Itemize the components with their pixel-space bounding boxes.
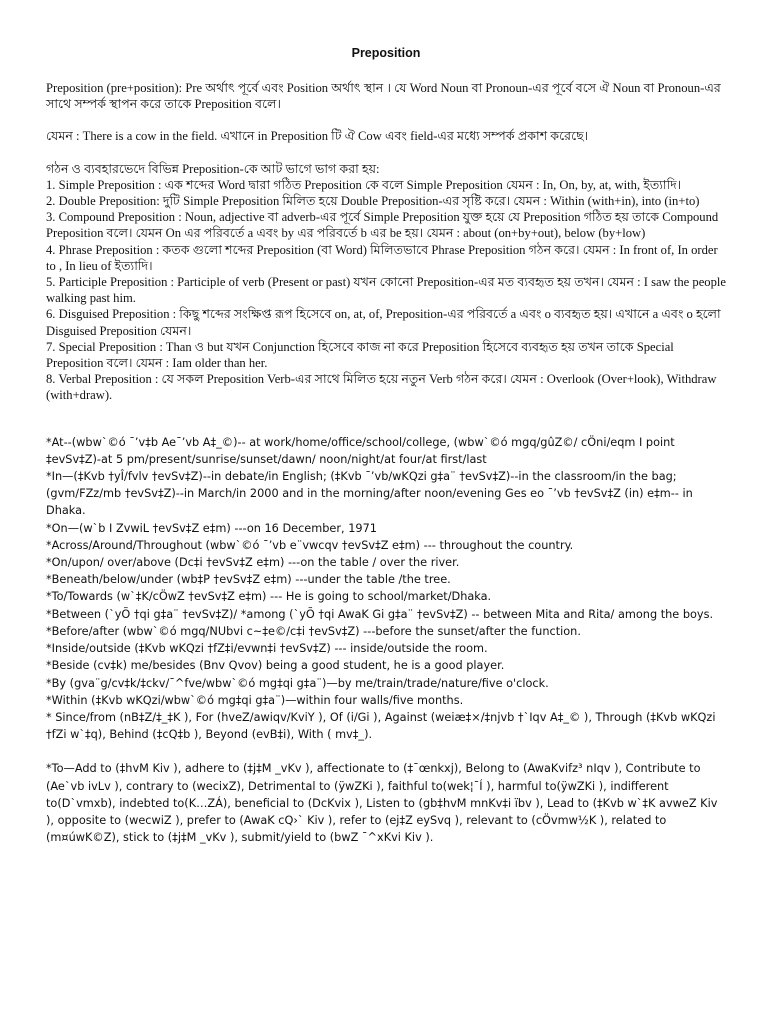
usage-item: *Before/after (wbw`©ó mgq/NUbvi c~‡e©/c‡i †evSv‡Z) ---before the sunset/after the function. bbox=[46, 624, 581, 638]
usage-item: * Since/from (nB‡Z/‡_‡K ), For (hveZ/awiqv/KviY ), Of (i/Gi ), Against (weiæ‡×/‡njvb †`Iqv A‡_© ), Through (‡Kvb wKQzi †fZi w`‡q), Behind (‡cQ‡b ), Beyond (evB‡i), With ( mv‡_). bbox=[46, 710, 716, 742]
usage-item: *By (gva¨g/cv‡k/‡ckv/¯^fve/wbw`©ó mg‡qi g‡a¨)—by me/train/trade/nature/five o'clock. bbox=[46, 676, 549, 690]
type-item: 5. Participle Preposition : Participle of verb (Present or past) যখন কোনো Preposition-এর মত ব্যবহৃত হয় তখন। যেমন : I saw the people walking past him. bbox=[46, 275, 726, 306]
type-item: 7. Special Preposition : Than ও but যখন Conjunction হিসেবে কাজ না করে Preposition হিসেবে ব্যবহৃত হয় তখন তাকে Special Preposition বলে। যেমন : Iam older than her. bbox=[46, 339, 674, 371]
types-heading: গঠন ও ব্যবহারভেদে বিভিন্ন Preposition-কে আট ভাগে ভাগ করা হয়: bbox=[46, 161, 380, 176]
definition-section bbox=[46, 80, 726, 404]
type-item: 2. Double Preposition: দুটি Simple Preposition মিলিত হয়ে Double Preposition-এর সৃষ্টি করে। যেমন : Within (with+in), into (in+to) bbox=[46, 194, 700, 209]
page-title: Preposition bbox=[351, 46, 421, 60]
usage-item: *On/upon/ over/above (Dc‡i †evSv‡Z e‡m) ---on the table / over the river. bbox=[46, 556, 460, 570]
usage-item: *Beneath/below/under (wb‡P †evSv‡Z e‡m) ---under the table /the tree. bbox=[46, 573, 451, 587]
usage-item: *At--(wbw`©ó ¯’v‡b Ae¯’vb A‡_©)-- at work/home/office/school/college, (wbw`©ó mgq/gûZ©/ cÖni/eqm I point ‡evSv‡Z)-at 5 pm/present/sunrise/sunset/dawn/ noon/night/at four/at first/last bbox=[46, 435, 675, 466]
example-paragraph: যেমন : There is a cow in the field. এখানে in Preposition টি ঐ Cow এবং field-এর মধ্যে সম্পর্ক প্রকাশ করেছে। bbox=[46, 129, 589, 144]
type-item: 1. Simple Preposition : এক শব্দের Word দ্বারা গঠিত Preposition কে বলে Simple Preposition যেমন : In, On, by, at, with, ইত্যাদি। bbox=[46, 177, 682, 192]
usage-item: *Inside/outside (‡Kvb wKQzi †fZ‡i/evwn‡i †evSv‡Z) --- inside/outside the room. bbox=[46, 642, 488, 656]
document-page bbox=[46, 46, 726, 846]
usage-item: *Across/Around/Throughout (wbw`©ó ¯’vb e¨vwcqv †evSv‡Z e‡m) --- throughout the country. bbox=[46, 538, 574, 552]
usage-item: *In—(‡Kvb †yÎ/fvlv †evSv‡Z)--in debate/in English; (‡Kvb ¯’vb/wKQzi g‡a¨ †evSv‡Z)--in the classroom/in the bag; (gvm/FZz/mb †evSv‡Z)--in March/in 2000 and in the morning/after noon/evening Ges eo ¯’vb †evSv‡Z (in) e‡m-- in Dhaka. bbox=[46, 470, 693, 518]
to-usage-section bbox=[46, 760, 726, 846]
usage-item: *Between (`yÕ †qi g‡a¨ †evSv‡Z)/ *among (`yÕ †qi AwaK Gi g‡a¨ †evSv‡Z) -- between Mita and Rita/ among the boys. bbox=[46, 607, 714, 621]
usage-item: *On—(w`b I ZvwiL †evSv‡Z e‡m) ---on 16 December, 1971 bbox=[46, 521, 377, 535]
usage-section bbox=[46, 434, 726, 744]
intro-paragraph: Preposition (pre+position): Pre অর্থাৎ পূর্বে এবং Position অর্থাৎ স্থান । যে Word Noun বা Pronoun-এর পূর্বে বসে ঐ Noun বা Pronoun-এর সাথে সম্পর্ক স্থাপন করে তাকে Preposition বলে। bbox=[46, 81, 721, 112]
type-item: 3. Compound Preposition : Noun, adjective বা adverb-এর পূর্বে Simple Preposition যুক্ত হয়ে যে Preposition গঠিত হয় তাকে Compound Preposition বলে। যেমন On এর পরিবর্তে a এবং by এর পরিবর্তে b এর be হয়। যেমন : about (on+by+out), below (by+low) bbox=[46, 210, 719, 241]
usage-item: *Within (‡Kvb wKQzi/wbw`©ó mg‡qi g‡a¨)—within four walls/five months. bbox=[46, 693, 464, 707]
to-usage-paragraph: *To—Add to (‡hvM Kiv ), adhere to (‡j‡M _vKv ), affectionate to (‡¯œnkxj), Belong to (AwaKvifz³ nIqv ), Contribute to (Ae`vb ivLv ), contrary to (wecixZ), Detrimental to (ÿwZKi ), faithful to(wek¦¯Í ), harmful to(ÿwZKi ), indifferent to(D`vmxb), indebted to(K…ZÁ), beneficial to (DcKvix ), Listen to (gb‡hvM mnKv‡i ïbv ), Lead to (‡Kvb w`‡K avweZ Kiv ), opposite to (wecwiZ ), prefer to (AwaK cQ›` Kiv ), refer to (ej‡Z eySvq ), relevant to (cÖvmw½K ), related to (m¤úwK©Z), stick to (‡j‡M _vKv ), submit/yield to (bwZ ¯^xKvi Kiv ). bbox=[46, 762, 718, 845]
type-item: 4. Phrase Preposition : কতক গুলো শব্দের Preposition (বা Word) মিলিতভাবে Phrase Preposition গঠন করে। যেমন : In front of, In order to , In lieu of ইত্যাদি। bbox=[46, 242, 718, 273]
type-item: 6. Disguised Preposition : কিছু শব্দের সংক্ষিপ্ত রূপ হিসেবে on, at, of, Preposition-এর পরিবর্তে a এবং o ব্যবহৃত হয়। এখানে a এবং o হলো Disguised Preposition যেমন। bbox=[46, 307, 721, 338]
usage-item: *Beside (cv‡k) me/besides (Bnv Qvov) being a good student, he is a good player. bbox=[46, 659, 505, 673]
type-item: 8. Verbal Preposition : যে সকল Preposition Verb-এর সাথে মিলিত হয়ে নতুন Verb গঠন করে। যেমন : Overlook (Over+look), Withdraw (with+draw). bbox=[46, 372, 717, 403]
usage-item: *To/Towards (w`‡K/cÖwZ †evSv‡Z e‡m) --- He is going to school/market/Dhaka. bbox=[46, 590, 492, 604]
